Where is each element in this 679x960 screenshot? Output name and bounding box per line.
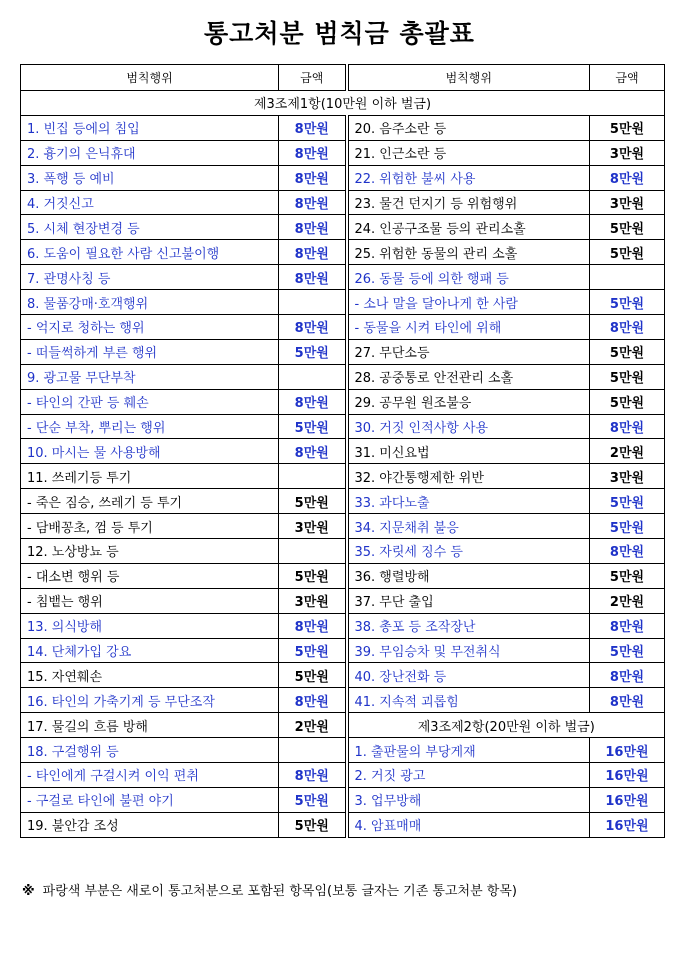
amount-cell: 5만원 [590, 115, 665, 140]
violation-cell: 32. 야간통행제한 위반 [347, 464, 590, 489]
violation-cell: 19. 불안감 조성 [21, 812, 279, 837]
amount-cell: 5만원 [590, 364, 665, 389]
amount-cell: 5만원 [279, 414, 347, 439]
violation-cell: 31. 미신요법 [347, 439, 590, 464]
amount-cell [279, 539, 347, 564]
table-row [21, 539, 665, 564]
amount-cell [279, 290, 347, 315]
amount-cell: 8만원 [279, 140, 347, 165]
table-header-row [21, 65, 665, 91]
amount-cell: 3만원 [279, 514, 347, 539]
amount-cell: 2만원 [590, 439, 665, 464]
amount-cell [590, 265, 665, 290]
violation-cell: 38. 총포 등 조작장난 [347, 613, 590, 638]
amount-cell [279, 364, 347, 389]
violation-cell: 11. 쓰레기등 투기 [21, 464, 279, 489]
violation-cell: 12. 노상방뇨 등 [21, 539, 279, 564]
amount-cell: 5만원 [590, 514, 665, 539]
amount-cell: 5만원 [590, 240, 665, 265]
violation-cell: - 타인의 간판 등 훼손 [21, 389, 279, 414]
table-row [21, 663, 665, 688]
violation-cell: 5. 시체 현장변경 등 [21, 215, 279, 240]
amount-cell: 5만원 [590, 389, 665, 414]
violation-cell: 40. 장난전화 등 [347, 663, 590, 688]
reference-mark: ※ [22, 884, 35, 899]
table-row [21, 339, 665, 364]
amount-cell: 5만원 [590, 638, 665, 663]
amount-cell: 8만원 [590, 688, 665, 713]
amount-cell: 8만원 [590, 613, 665, 638]
violation-cell: 7. 관명사칭 등 [21, 265, 279, 290]
violation-cell: 17. 물길의 흐름 방해 [21, 713, 279, 738]
violation-cell: - 동물을 시켜 타인에 위해 [347, 315, 590, 340]
amount-cell: 16만원 [590, 738, 665, 763]
section-row [21, 91, 665, 116]
violation-cell: 30. 거짓 인적사항 사용 [347, 414, 590, 439]
table-row [21, 140, 665, 165]
footnote-text: 파랑색 부분은 새로이 통고처분으로 포함된 항목임(보통 글자는 기존 통고처분 항목) [42, 884, 517, 899]
amount-cell: 8만원 [590, 539, 665, 564]
amount-cell: 8만원 [590, 165, 665, 190]
amount-cell: 5만원 [590, 290, 665, 315]
amount-cell: 8만원 [279, 165, 347, 190]
table-row [21, 489, 665, 514]
violation-cell: 1. 빈집 등에의 침입 [21, 115, 279, 140]
amount-cell: 8만원 [279, 688, 347, 713]
amount-cell [279, 464, 347, 489]
violation-cell: - 소나 말을 달아나게 한 사람 [347, 290, 590, 315]
amount-cell: 5만원 [279, 787, 347, 812]
amount-cell: 5만원 [279, 489, 347, 514]
table-row [21, 265, 665, 290]
header-amount-right: 금액 [590, 65, 665, 91]
table-row [21, 763, 665, 788]
table-row [21, 215, 665, 240]
page-title: 통고처분 범칙금 총괄표 [204, 19, 475, 48]
violation-cell: 39. 무임승차 및 무전취식 [347, 638, 590, 663]
amount-cell: 2만원 [590, 588, 665, 613]
header-amount-left: 금액 [279, 65, 347, 91]
violation-cell: 33. 과다노출 [347, 489, 590, 514]
violation-cell: - 억지로 청하는 행위 [21, 315, 279, 340]
table-row [21, 190, 665, 215]
amount-cell: 8만원 [279, 763, 347, 788]
violation-cell: 29. 공무원 원조불응 [347, 389, 590, 414]
violation-cell: - 담배꽁초, 껌 등 투기 [21, 514, 279, 539]
table-row [21, 315, 665, 340]
amount-cell: 8만원 [279, 240, 347, 265]
violation-cell: 34. 지문채취 불응 [347, 514, 590, 539]
amount-cell: 5만원 [279, 563, 347, 588]
header-violation-right: 범칙행위 [347, 65, 590, 91]
amount-cell: 3만원 [279, 588, 347, 613]
violation-cell: 28. 공중통로 안전관리 소홀 [347, 364, 590, 389]
violation-cell: 15. 자연훼손 [21, 663, 279, 688]
table-row [21, 389, 665, 414]
amount-cell: 8만원 [279, 265, 347, 290]
violation-cell: 9. 광고물 무단부착 [21, 364, 279, 389]
amount-cell: 3만원 [590, 190, 665, 215]
table-row [21, 588, 665, 613]
amount-cell: 2만원 [279, 713, 347, 738]
violation-cell: 27. 무단소등 [347, 339, 590, 364]
amount-cell: 8만원 [279, 613, 347, 638]
violation-cell: 6. 도움이 필요한 사람 신고불이행 [21, 240, 279, 265]
amount-cell: 8만원 [279, 439, 347, 464]
violation-cell: - 떠들썩하게 부른 행위 [21, 339, 279, 364]
violation-cell: 25. 위험한 동물의 관리 소홀 [347, 240, 590, 265]
footnote [22, 880, 517, 899]
amount-cell: 16만원 [590, 763, 665, 788]
violation-cell: 21. 인근소란 등 [347, 140, 590, 165]
violation-cell: 18. 구걸행위 등 [21, 738, 279, 763]
table-row [21, 563, 665, 588]
violation-cell: - 타인에게 구걸시켜 이익 편취 [21, 763, 279, 788]
violation-cell: 26. 동물 등에 의한 행패 등 [347, 265, 590, 290]
violation-cell: 35. 자릿세 징수 등 [347, 539, 590, 564]
table-row [21, 464, 665, 489]
table-row [21, 290, 665, 315]
amount-cell: 8만원 [279, 190, 347, 215]
violation-cell: 22. 위험한 불씨 사용 [347, 165, 590, 190]
amount-cell: 5만원 [590, 339, 665, 364]
table-row [21, 240, 665, 265]
section-heading: 제3조제2항(20만원 이하 벌금) [347, 713, 665, 738]
amount-cell: 5만원 [590, 489, 665, 514]
table-row [21, 115, 665, 140]
table-row [21, 787, 665, 812]
section-heading: 제3조제1항(10만원 이하 벌금) [21, 91, 665, 116]
violation-cell: 20. 음주소란 등 [347, 115, 590, 140]
table-row [21, 165, 665, 190]
violation-cell: 10. 마시는 물 사용방해 [21, 439, 279, 464]
violation-cell: 3. 업무방해 [347, 787, 590, 812]
table-row [21, 638, 665, 663]
violation-cell: 4. 암표매매 [347, 812, 590, 837]
amount-cell: 8만원 [279, 215, 347, 240]
amount-cell: 16만원 [590, 812, 665, 837]
amount-cell: 3만원 [590, 464, 665, 489]
violation-cell: 8. 물품강매·호객행위 [21, 290, 279, 315]
violation-cell: 13. 의식방해 [21, 613, 279, 638]
table-row [21, 613, 665, 638]
amount-cell: 5만원 [279, 339, 347, 364]
violation-cell: 23. 물건 던지기 등 위험행위 [347, 190, 590, 215]
violation-cell: 1. 출판물의 부당게재 [347, 738, 590, 763]
amount-cell: 8만원 [279, 389, 347, 414]
amount-cell: 5만원 [590, 215, 665, 240]
amount-cell: 5만원 [590, 563, 665, 588]
amount-cell: 8만원 [279, 115, 347, 140]
amount-cell: 8만원 [590, 315, 665, 340]
violation-cell: 14. 단체가입 강요 [21, 638, 279, 663]
violation-cell: 2. 거짓 광고 [347, 763, 590, 788]
violation-cell: 4. 거짓신고 [21, 190, 279, 215]
table-row [21, 364, 665, 389]
amount-cell: 8만원 [590, 663, 665, 688]
amount-cell: 5만원 [279, 812, 347, 837]
table-row [21, 414, 665, 439]
violation-cell: - 침뱉는 행위 [21, 588, 279, 613]
amount-cell: 8만원 [590, 414, 665, 439]
violation-cell: 2. 흉기의 은닉휴대 [21, 140, 279, 165]
table-row [21, 439, 665, 464]
amount-cell: 5만원 [279, 663, 347, 688]
violation-cell: 36. 행렬방해 [347, 563, 590, 588]
table-row [21, 812, 665, 837]
table-row [21, 738, 665, 763]
amount-cell [279, 738, 347, 763]
amount-cell: 5만원 [279, 638, 347, 663]
violation-cell: - 단순 부착, 뿌리는 행위 [21, 414, 279, 439]
table-row [21, 514, 665, 539]
amount-cell: 8만원 [279, 315, 347, 340]
violation-cell: 24. 인공구조물 등의 관리소홀 [347, 215, 590, 240]
violation-cell: 41. 지속적 괴롭힘 [347, 688, 590, 713]
violation-cell: - 죽은 짐승, 쓰레기 등 투기 [21, 489, 279, 514]
amount-cell: 16만원 [590, 787, 665, 812]
violation-cell: - 대소변 행위 등 [21, 563, 279, 588]
table-row [21, 713, 665, 738]
amount-cell: 3만원 [590, 140, 665, 165]
table-row [21, 688, 665, 713]
header-violation-left: 범칙행위 [21, 65, 279, 91]
violation-cell: 37. 무단 출입 [347, 588, 590, 613]
violation-cell: 3. 폭행 등 예비 [21, 165, 279, 190]
fine-table [20, 64, 665, 838]
violation-cell: 16. 타인의 가축기계 등 무단조작 [21, 688, 279, 713]
violation-cell: - 구걸로 타인에 불편 야기 [21, 787, 279, 812]
